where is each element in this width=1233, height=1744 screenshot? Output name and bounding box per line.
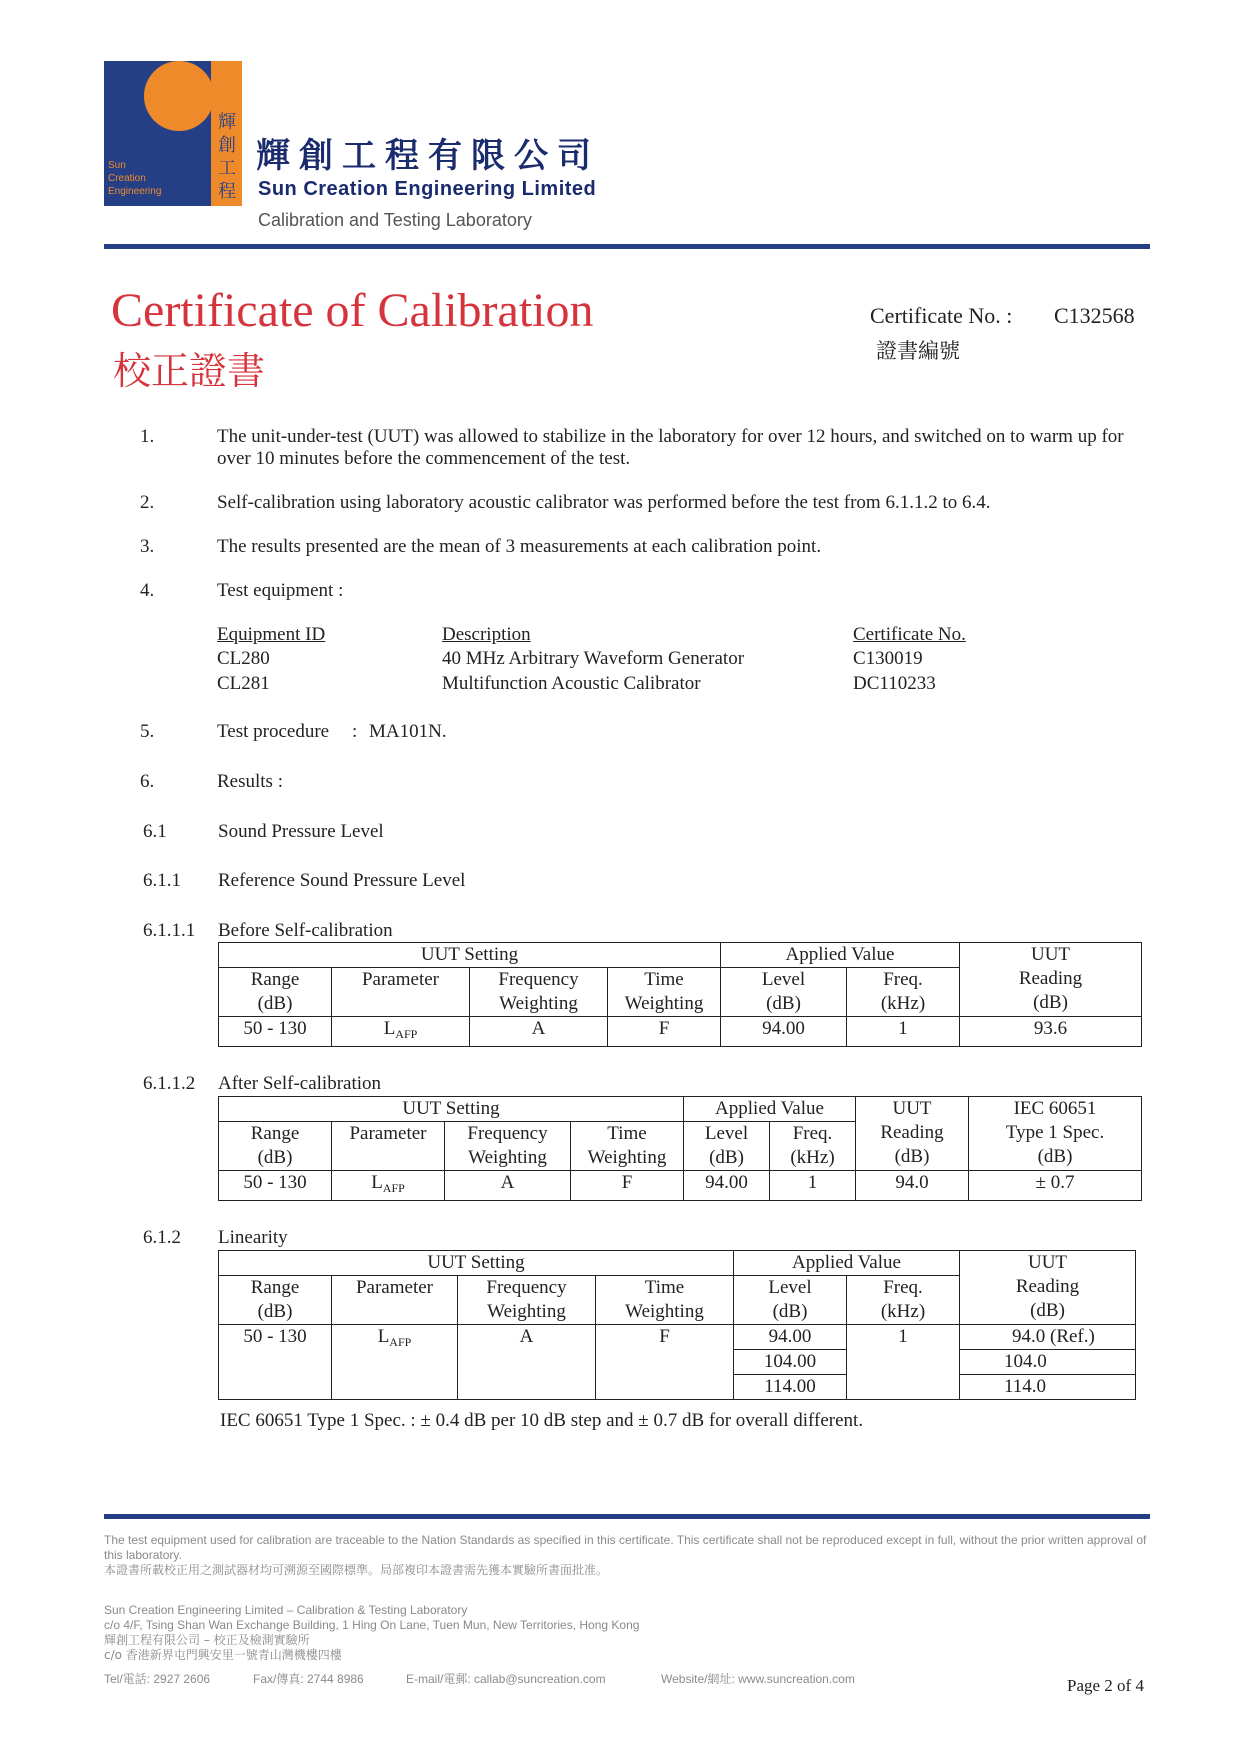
cell-level: 114.00 (734, 1375, 847, 1400)
cell-range: 50 - 130 (219, 1325, 332, 1400)
th-level: Level (dB) (721, 968, 847, 1017)
footer-rule (104, 1514, 1150, 1519)
table-row (219, 1171, 1142, 1201)
company-name-cn: 輝創工程有限公司 (256, 136, 600, 176)
certificate-no-label-cn: 證書編號 (876, 339, 960, 363)
section-title: After Self-calibration (218, 1073, 382, 1094)
cell-time-weighting: F (596, 1325, 734, 1400)
cell-parameter: $L_{AFP}$ (332, 1017, 470, 1047)
item-text: The unit-under-test (UUT) was allowed to stabilize in the laboratory for over 12 hours, and switched on to warm up for over 10 minutes before the commencement of the test. (217, 426, 1124, 469)
footer-fax: Fax/傳真: 2744 8986 (253, 1672, 364, 1686)
cell-level: 104.00 (734, 1350, 847, 1375)
footer-website: Website/網址: www.suncreation.com (661, 1672, 855, 1686)
table-row (219, 1017, 1142, 1047)
th-uut-setting: UUT Setting (219, 1097, 684, 1122)
item-number: 2. (140, 492, 155, 513)
section-number: 6.1.1.2 (143, 1073, 196, 1094)
cell-reading: 94.0 (856, 1171, 969, 1201)
th-parameter: Parameter (332, 1276, 458, 1325)
th-uut-setting: UUT Setting (219, 943, 721, 968)
th-range: Range (dB) (219, 1276, 332, 1325)
equipment-id: CL280 (217, 648, 270, 669)
equipment-desc: Multifunction Acoustic Calibrator (442, 673, 701, 694)
cell-level: 94.00 (721, 1017, 847, 1047)
cell-freq: 1 (847, 1017, 960, 1047)
th-uut-reading: UUT Reading (dB) (960, 943, 1142, 1017)
item-text: Test equipment : (217, 580, 344, 601)
procedure-label: Test procedure (217, 721, 330, 742)
table-linearity (218, 1250, 1136, 1400)
section-number: 6.1.2 (143, 1227, 181, 1248)
section-title: Sound Pressure Level (218, 821, 384, 842)
certificate-number: C132568 (1054, 303, 1135, 328)
cell-range: 50 - 130 (219, 1171, 332, 1201)
th-uut-setting: UUT Setting (219, 1251, 734, 1276)
th-frequency-weighting: Frequency Weighting (445, 1122, 571, 1171)
certificate-title-cn: 校正證書 (113, 349, 266, 393)
item-number: 6. (140, 771, 155, 792)
item-number: 4. (140, 580, 155, 601)
cell-range: 50 - 130 (219, 1017, 332, 1047)
procedure-sep: : (352, 721, 358, 742)
th-frequency-weighting: Frequency Weighting (470, 968, 608, 1017)
equipment-desc: 40 MHz Arbitrary Waveform Generator (442, 648, 745, 669)
equipment-cert: DC110233 (853, 673, 936, 694)
th-time-weighting: Time Weighting (571, 1122, 684, 1171)
cell-freq-weighting: A (458, 1325, 596, 1400)
th-parameter: Parameter (332, 1122, 445, 1171)
th-range: Range (dB) (219, 968, 332, 1017)
section-title: Linearity (218, 1227, 288, 1248)
footer-email: E-mail/電郵: callab@suncreation.com (406, 1672, 606, 1686)
th-range: Range (dB) (219, 1122, 332, 1171)
cell-parameter: $L_{AFP}$ (332, 1325, 458, 1400)
section-number: 6.1.1.1 (143, 920, 196, 941)
cell-freq-weighting: A (445, 1171, 571, 1201)
cell-level: 94.00 (684, 1171, 770, 1201)
item-text: Self-calibration using laboratory acoustic calibrator was performed before the test from 6.1.1.2 to 6.4. (217, 492, 991, 513)
certificate-title: Certificate of Calibration (111, 284, 594, 337)
cell-freq-weighting: A (470, 1017, 608, 1047)
procedure-value: MA101N. (369, 721, 447, 742)
table-row (219, 1325, 1136, 1350)
th-time-weighting: Time Weighting (596, 1276, 734, 1325)
logo-text: Sun Creation Engineering (108, 160, 162, 197)
th-freq: Freq. (kHz) (847, 1276, 960, 1325)
equipment-header-cert: Certificate No. (853, 624, 966, 645)
th-level: Level (dB) (734, 1276, 847, 1325)
th-uut-reading: UUT Reading (dB) (856, 1097, 969, 1171)
header-rule (104, 244, 1150, 249)
section-title: Reference Sound Pressure Level (218, 870, 466, 891)
th-applied-value: Applied Value (734, 1251, 960, 1276)
th-parameter: Parameter (332, 968, 470, 1017)
lab-name: Calibration and Testing Laboratory (258, 210, 532, 230)
th-level: Level (dB) (684, 1122, 770, 1171)
th-applied-value: Applied Value (684, 1097, 856, 1122)
cell-freq: 1 (770, 1171, 856, 1201)
cell-level: 94.00 (734, 1325, 847, 1350)
table-after-self-calibration (218, 1096, 1142, 1201)
cell-reading: 93.6 (960, 1017, 1142, 1047)
th-uut-reading: UUT Reading (dB) (960, 1251, 1136, 1325)
footer-tel: Tel/電話: 2927 2606 (104, 1672, 211, 1686)
th-frequency-weighting: Frequency Weighting (458, 1276, 596, 1325)
table-before-self-calibration (218, 942, 1142, 1047)
linearity-note: IEC 60651 Type 1 Spec. : ± 0.4 dB per 10 dB step and ± 0.7 dB for overall different. (220, 1410, 864, 1431)
item-number: 3. (140, 536, 155, 557)
cell-time-weighting: F (608, 1017, 721, 1047)
section-number: 6.1.1 (143, 870, 181, 891)
cell-parameter: $L_{AFP}$ (332, 1171, 445, 1201)
equipment-header-id: Equipment ID (217, 624, 326, 645)
th-applied-value: Applied Value (721, 943, 960, 968)
item-text: The results presented are the mean of 3 measurements at each calibration point. (217, 536, 822, 557)
company-logo (104, 61, 242, 206)
cell-reading: 104.0 (960, 1350, 1136, 1375)
equipment-id: CL281 (217, 673, 270, 694)
section-title: Before Self-calibration (218, 920, 393, 941)
logo-sun-circle (144, 61, 214, 131)
cell-spec: ± 0.7 (969, 1171, 1142, 1201)
item-number: 5. (140, 721, 155, 742)
cell-freq: 1 (847, 1325, 960, 1400)
company-name-en: Sun Creation Engineering Limited (258, 178, 597, 200)
equipment-cert: C130019 (853, 648, 923, 669)
equipment-header-desc: Description (442, 624, 531, 645)
cell-reading: 94.0 (Ref.) (960, 1325, 1136, 1350)
logo-cjk-vertical: 輝創工程 (218, 112, 236, 202)
certificate-no-label: Certificate No. : (870, 303, 1013, 328)
cell-reading: 114.0 (960, 1375, 1136, 1400)
item-number: 1. (140, 426, 155, 447)
th-iec-spec: IEC 60651 Type 1 Spec. (dB) (969, 1097, 1142, 1171)
footer-traceability-note: The test equipment used for calibration are traceable to the Nation Standards as specified in this certificate. This certificate shall not be reproduced except in full, without the prior written approval of this laboratory. 本證書所載校正用之測試器材均可溯源至國際標準。局部複印本證書需先獲本實驗所書面批准。 (104, 1533, 1147, 1577)
th-freq: Freq. (kHz) (770, 1122, 856, 1171)
footer-address: Sun Creation Engineering Limited – Calibration & Testing Laboratory c/o 4/F, Tsing Shan Wan Exchange Building, 1 Hing On Lane, Tuen Mun, New Territories, Hong Kong 輝創工程有限公司 – 校正及檢測實驗所 c/o 香港新界屯門興安里一號青山灣機樓四樓 (104, 1603, 640, 1662)
section-number: 6.1 (143, 821, 167, 842)
th-freq: Freq. (kHz) (847, 968, 960, 1017)
th-time-weighting: Time Weighting (608, 968, 721, 1017)
page-number: Page 2 of 4 (1067, 1676, 1144, 1695)
cell-time-weighting: F (571, 1171, 684, 1201)
results-label: Results : (217, 771, 283, 792)
